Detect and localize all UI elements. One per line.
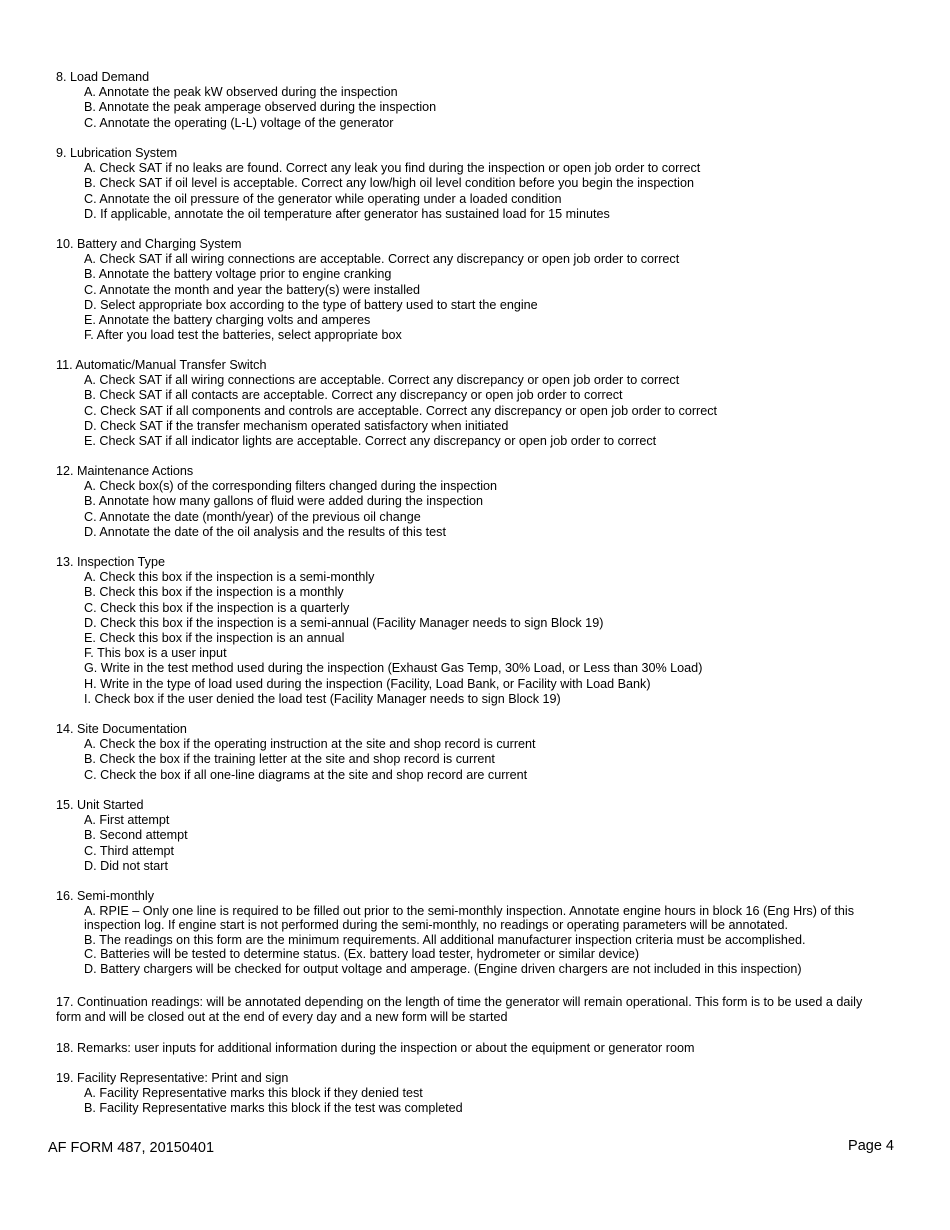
section-heading: 14. Site Documentation [56, 722, 187, 736]
list-item: B. Facility Representative marks this block if the test was completed [84, 1101, 463, 1116]
list-item: C. Check SAT if all components and controls are acceptable. Correct any discrepancy or open job order to correct [84, 403, 718, 418]
section-maintenance-actions [56, 464, 916, 540]
section-heading: 13. Inspection Type [56, 555, 165, 569]
list-item: F. This box is a user input [84, 646, 227, 661]
list-item: B. Check SAT if oil level is acceptable. Correct any low/high oil level condition before you begin the inspection [84, 176, 694, 191]
list-item: C. Check the box if all one-line diagrams at the site and shop record are current [84, 767, 528, 782]
section-heading: 19. Facility Representative: Print and sign [56, 1071, 289, 1085]
list-item: E. Check this box if the inspection is an annual [84, 631, 345, 646]
section-heading: 12. Maintenance Actions [56, 464, 194, 478]
paragraph-remarks: 18. Remarks: user inputs for additional information during the inspection or about the equipment or generator room [56, 1041, 695, 1055]
list-item: B. The readings on this form are the minimum requirements. All additional manufacturer inspection criteria must be accomplished. [84, 932, 806, 947]
list-item: D. Select appropriate box according to the type of battery used to start the engine [84, 297, 538, 312]
section-inspection-type [56, 555, 916, 707]
list-item: C. Annotate the date (month/year) of the previous oil change [84, 509, 421, 524]
page-number: Page 4 [848, 1138, 894, 1154]
section-heading: 8. Load Demand [56, 70, 150, 84]
list-item: H. Write in the type of load used during the inspection (Facility, Load Bank, or Facility with Load Bank) [84, 676, 651, 691]
list-item: B. Check SAT if all contacts are acceptable. Correct any discrepancy or open job order to correct [84, 388, 623, 403]
list-item: D. Check this box if the inspection is a semi-annual (Facility Manager needs to sign Block 19) [84, 615, 604, 630]
paragraph-continuation: 17. Continuation readings: will be annotated depending on the length of time the generator will remain operational. This form is to be used a daily form and will be closed out at the end of every day and a new form will be started [56, 995, 863, 1024]
list-item: B. Check the box if the training letter at the site and shop record is current [84, 752, 495, 767]
list-item: B. Annotate the peak amperage observed during the inspection [84, 100, 437, 115]
list-item: A. Check SAT if all wiring connections are acceptable. Correct any discrepancy or open job order to correct [84, 252, 680, 267]
section-heading: 16. Semi-monthly [56, 889, 154, 903]
list-item: F. After you load test the batteries, select appropriate box [84, 328, 402, 343]
list-item: A. Check box(s) of the corresponding filters changed during the inspection [84, 479, 498, 494]
list-item: B. Annotate how many gallons of fluid were added during the inspection [84, 494, 484, 509]
list-item: B. Second attempt [84, 828, 188, 843]
list-item: A. First attempt [84, 813, 170, 828]
section-facility-representative [56, 1071, 916, 1117]
list-item: A. Annotate the peak kW observed during the inspection [84, 85, 398, 100]
list-item: A. RPIE – Only one line is required to be filled out prior to the semi-monthly inspection. Annotate engine hours in block 16 (Eng Hrs) of this inspection log. If engine start is not performed during the semi-monthly, no readings or operating parameters will be annotated. [84, 903, 855, 933]
list-item: D. If applicable, annotate the oil temperature after generator has sustained load for 15 minutes [84, 206, 610, 221]
list-item: D. Check SAT if the transfer mechanism operated satisfactory when initiated [84, 418, 509, 433]
list-item: D. Did not start [84, 858, 168, 873]
list-item: A. Check SAT if no leaks are found. Correct any leak you find during the inspection or open job order to correct [84, 161, 701, 176]
section-continuation-readings [56, 995, 916, 1025]
list-item: D. Annotate the date of the oil analysis and the results of this test [84, 524, 446, 539]
section-site-documentation [56, 722, 916, 783]
section-load-demand [56, 70, 916, 131]
form-identifier: AF FORM 487, 20150401 [48, 1140, 215, 1156]
list-item: A. Check SAT if all wiring connections are acceptable. Correct any discrepancy or open job order to correct [84, 373, 680, 388]
list-item: D. Battery chargers will be checked for output voltage and amperage. (Engine driven chargers are not included in this inspection) [84, 961, 802, 976]
list-item: B. Check this box if the inspection is a monthly [84, 585, 344, 600]
list-item: I. Check box if the user denied the load test (Facility Manager needs to sign Block 19) [84, 691, 561, 706]
section-transfer-switch [56, 358, 916, 449]
list-item: G. Write in the test method used during the inspection (Exhaust Gas Temp, 30% Load, or Less than 30% Load) [84, 661, 703, 676]
section-heading: 10. Battery and Charging System [56, 237, 242, 251]
list-item: E. Annotate the battery charging volts and amperes [84, 313, 371, 328]
section-heading: 11. Automatic/Manual Transfer Switch [56, 358, 267, 372]
list-item: C. Annotate the oil pressure of the generator while operating under a loaded condition [84, 191, 562, 206]
list-item: E. Check SAT if all indicator lights are acceptable. Correct any discrepancy or open job order to correct [84, 434, 657, 449]
list-item: A. Check the box if the operating instruction at the site and shop record is current [84, 737, 536, 752]
list-item: A. Check this box if the inspection is a semi-monthly [84, 570, 375, 585]
section-battery-charging [56, 237, 916, 343]
section-lubrication-system [56, 146, 916, 222]
list-item: A. Facility Representative marks this block if they denied test [84, 1086, 423, 1101]
list-item: C. Check this box if the inspection is a quarterly [84, 600, 350, 615]
section-heading: 9. Lubrication System [56, 146, 178, 160]
list-item: C. Batteries will be tested to determine status. (Ex. battery load tester, hydrometer or similar device) [84, 947, 640, 962]
list-item: C. Annotate the operating (L-L) voltage of the generator [84, 115, 394, 130]
section-remarks [56, 1041, 916, 1056]
section-semi-monthly [56, 889, 916, 977]
section-heading: 15. Unit Started [56, 798, 144, 812]
list-item: C. Annotate the month and year the battery(s) were installed [84, 282, 421, 297]
list-item: B. Annotate the battery voltage prior to engine cranking [84, 267, 392, 282]
section-unit-started [56, 798, 916, 874]
list-item: C. Third attempt [84, 843, 175, 858]
